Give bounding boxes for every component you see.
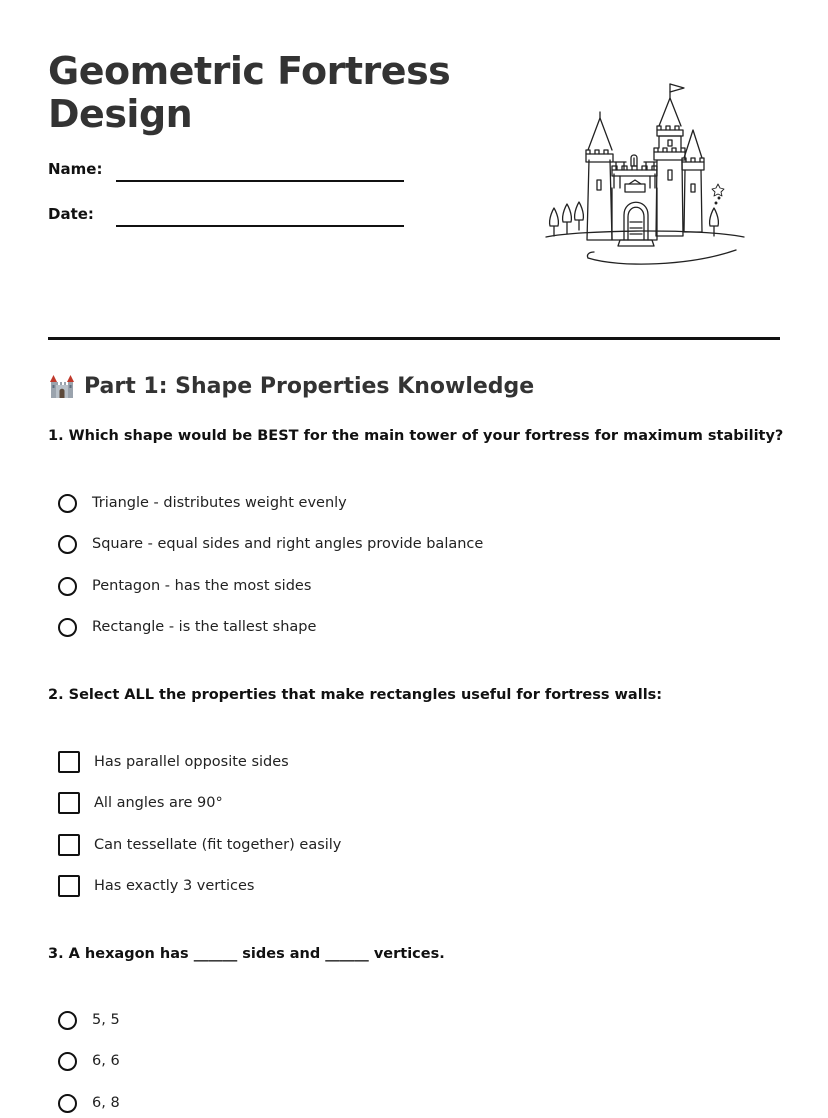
option-label: Has parallel opposite sides <box>94 754 289 770</box>
checkbox[interactable] <box>58 792 80 814</box>
option-label: Pentagon - has the most sides <box>92 578 312 594</box>
radio-button[interactable] <box>58 1052 77 1071</box>
option-label: Has exactly 3 vertices <box>94 878 255 894</box>
section-divider <box>48 337 780 340</box>
option-label: Can tessellate (fit together) easily <box>94 837 342 853</box>
q2-option[interactable] <box>58 874 254 898</box>
question-3-prompt: 3. A hexagon has ______ sides and ______ vertices. <box>48 946 445 962</box>
q1-option[interactable] <box>58 491 347 515</box>
q3-option[interactable] <box>58 1008 120 1032</box>
date-label: Date: <box>48 205 94 223</box>
castle-emoji-icon <box>48 372 76 400</box>
radio-button[interactable] <box>58 1011 77 1030</box>
name-label: Name: <box>48 160 103 178</box>
option-label: 6, 8 <box>92 1095 120 1111</box>
checkbox[interactable] <box>58 875 80 897</box>
option-label: Triangle - distributes weight evenly <box>92 495 347 511</box>
name-field[interactable] <box>116 180 404 182</box>
option-label: All angles are 90° <box>94 795 223 811</box>
part-1-heading <box>48 372 534 400</box>
option-label: 6, 6 <box>92 1053 120 1069</box>
castle-illustration <box>540 80 750 272</box>
checkbox[interactable] <box>58 834 80 856</box>
radio-button[interactable] <box>58 577 77 596</box>
radio-button[interactable] <box>58 535 77 554</box>
q1-option[interactable] <box>58 574 311 598</box>
checkbox[interactable] <box>58 751 80 773</box>
radio-button[interactable] <box>58 494 77 513</box>
date-field[interactable] <box>116 225 404 227</box>
option-label: Rectangle - is the tallest shape <box>92 619 317 635</box>
q1-option[interactable] <box>58 532 483 556</box>
part-1-heading-text: Part 1: Shape Properties Knowledge <box>84 373 535 399</box>
q2-option[interactable] <box>58 833 341 857</box>
q1-option[interactable] <box>58 615 316 639</box>
option-label: Square - equal sides and right angles provide balance <box>92 536 484 552</box>
q3-option[interactable] <box>58 1049 120 1073</box>
q2-option[interactable] <box>58 750 289 774</box>
question-1-prompt: 1. Which shape would be BEST for the main tower of your fortress for maximum stability? <box>48 428 784 444</box>
q3-option[interactable] <box>58 1091 120 1115</box>
option-label: 5, 5 <box>92 1012 120 1028</box>
radio-button[interactable] <box>58 618 77 637</box>
question-2-prompt: 2. Select ALL the properties that make rectangles useful for fortress walls: <box>48 687 663 703</box>
q2-option[interactable] <box>58 791 223 815</box>
radio-button[interactable] <box>58 1094 77 1113</box>
worksheet-title: Geometric Fortress Design <box>48 49 451 136</box>
